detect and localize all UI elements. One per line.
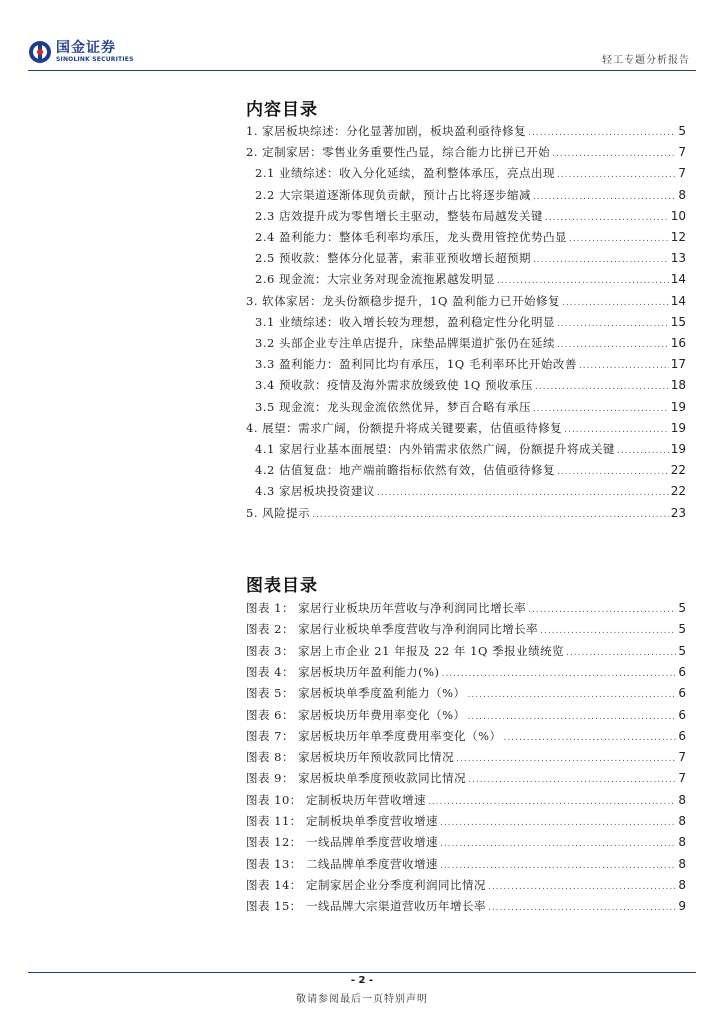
toc-entry[interactable] (255, 441, 686, 457)
toc-entry[interactable] (246, 898, 686, 914)
toc-entry-page: 8 (678, 814, 686, 828)
toc-entry[interactable] (246, 685, 686, 701)
toc-entry[interactable] (246, 144, 686, 160)
toc-entry-page: 8 (678, 856, 686, 871)
toc-entry-page: 23 (670, 505, 686, 520)
toc-entry-page: 8 (678, 835, 686, 850)
toc-leader-dots (528, 128, 676, 138)
toc-entry[interactable] (246, 505, 686, 521)
toc-entry-label: 图表 3： 家居上市企业 21 年报及 22 年 1Q 季报业绩统览 (246, 643, 565, 658)
brand-logo (28, 40, 134, 64)
toc-entry[interactable] (246, 643, 686, 659)
toc-entry-label: 5. 风险提示 (246, 505, 311, 520)
toc-entry-page: 5 (678, 643, 686, 658)
toc-entry-label: 1. 家居板块综述：分化显著加剧，板块盈利亟待修复 (246, 124, 527, 138)
toc-entry[interactable] (246, 600, 686, 616)
toc-entry-label: 3. 软体家居：龙头份额稳步提升，1Q 盈利能力已开始修复 (246, 293, 561, 308)
toc-entry-page: 9 (678, 899, 686, 914)
toc-entry-page: 15 (670, 314, 686, 329)
toc-entry[interactable] (246, 420, 686, 436)
toc-entry[interactable] (246, 792, 686, 808)
toc-entry-label: 图表 15： 一线品牌大宗渠道营收历年增长率 (246, 899, 486, 914)
toc-entry[interactable] (255, 399, 686, 415)
brand-name-cn: 国金证券 (56, 39, 116, 56)
disclaimer: 敬请参阅最后一页特别声明 (296, 994, 428, 1005)
toc-entry-page: 14 (670, 272, 686, 287)
toc-leader-dots (557, 170, 676, 180)
toc-leader-dots (557, 340, 669, 350)
toc-entry[interactable] (255, 250, 686, 266)
toc-entry[interactable] (246, 770, 686, 786)
toc-leader-dots (488, 903, 676, 913)
toc-entry-label: 2.1 业绩综述：收入分化延续，盈利整体承压，亮点出现 (255, 166, 555, 181)
sinolink-logo-icon (28, 40, 52, 64)
toc-entry-label: 3.2 头部企业专注单店提升，床垫品牌渠道扩张仍在延续 (255, 336, 555, 350)
toc-leader-dots (468, 712, 677, 722)
toc-entry-page: 17 (670, 357, 686, 372)
toc-entry-label: 3.4 预收款：疫情及海外需求放缓致使 1Q 预收承压 (255, 378, 533, 393)
toc-entry-page: 6 (678, 686, 686, 701)
toc-entry-label: 图表 8： 家居板块历年预收款同比情况 (246, 750, 455, 765)
toc-entry[interactable] (246, 664, 686, 680)
toc-entry[interactable] (246, 293, 686, 309)
toc-entry[interactable] (255, 356, 686, 372)
toc-entry[interactable] (246, 621, 686, 637)
toc-leader-dots (540, 626, 676, 636)
toc-entry[interactable] (255, 314, 686, 330)
toc-entry-page: 13 (670, 251, 686, 266)
toc-leader-dots (468, 690, 677, 700)
toc-entry-page: 7 (678, 166, 686, 181)
page-header (0, 0, 724, 80)
toc-entry-page: 18 (670, 378, 686, 393)
toc-entry-page: 22 (670, 484, 686, 499)
toc-entry-label: 图表 7： 家居板块历年单季度费用率变化（%） (246, 728, 502, 743)
toc-entry[interactable] (255, 462, 686, 478)
toc-leader-dots (528, 605, 676, 615)
toc-entry[interactable] (255, 229, 686, 245)
toc-leader-dots (562, 298, 669, 308)
toc-leader-dots (468, 775, 676, 785)
toc-leader-dots (579, 361, 669, 371)
toc-leader-dots (533, 255, 669, 265)
toc-entry[interactable] (246, 707, 686, 723)
toc-entry-label: 图表 10： 定制板块历年营收增速 (246, 792, 426, 807)
toc-entry-label: 图表 1： 家居行业板块历年营收与净利润同比增长率 (246, 601, 527, 615)
toc-entry-label: 图表 12： 一线品牌单季度营收增速 (246, 835, 438, 850)
toc-leader-dots (428, 797, 676, 807)
figures-title: 图表目录 (246, 576, 318, 596)
toc-leader-dots (440, 839, 676, 849)
toc-entry-label: 4. 展望：需求广阔，份额提升将成关键要素，估值亟待修复 (246, 420, 563, 435)
toc-entry-page: 5 (678, 601, 686, 615)
toc-entry-page: 10 (670, 208, 686, 223)
toc-entry-label: 图表 9： 家居板块单季度预收款同比情况 (246, 771, 467, 786)
toc-entry-label: 4.2 估值复盘：地产端前瞻指标依然有效，估值亟待修复 (255, 463, 555, 478)
toc-entry-page: 8 (678, 877, 686, 892)
toc-leader-dots (442, 669, 677, 679)
toc-entry[interactable] (246, 749, 686, 765)
report-type: 轻工专题分析报告 (602, 55, 690, 66)
toc-entry-label: 2.3 店效提升成为零售增长主驱动，整装布局越发关键 (255, 208, 543, 223)
toc-leader-dots (440, 861, 676, 871)
toc-entry-page: 22 (670, 463, 686, 478)
toc-entry-label: 3.5 现金流：龙头现金流依然优异，梦百合略有承压 (255, 399, 531, 414)
toc-leader-dots (312, 510, 669, 520)
toc-entry-label: 图表 5： 家居板块单季度盈利能力（%） (246, 686, 466, 701)
toc-leader-dots (557, 467, 669, 477)
brand-name-en: SINOLINK SECURITIES (56, 55, 134, 63)
toc-entry[interactable] (255, 187, 686, 203)
toc-entry-page: 7 (678, 750, 686, 765)
toc-entry-label: 图表 2： 家居行业板块单季度营收与净利润同比增长率 (246, 622, 539, 637)
contents-title: 内容目录 (246, 100, 318, 120)
toc-entry[interactable] (246, 877, 686, 893)
toc-leader-dots (552, 149, 676, 159)
header-divider (28, 70, 696, 71)
toc-entry-label: 3.3 盈利能力：盈利同比均有承压，1Q 毛利率环比开始改善 (255, 357, 577, 372)
toc-entry[interactable] (255, 271, 686, 287)
toc-entry-label: 图表 14： 定制家居企业分季度利润同比情况 (246, 877, 486, 892)
toc-entry-label: 3.1 业绩综述：收入增长较为理想，盈利稳定性分化明显 (255, 314, 555, 329)
toc-leader-dots (535, 382, 669, 392)
toc-leader-dots (566, 648, 676, 658)
toc-entry-label: 2.2 大宗渠道逐渐体现负贡献，预计占比将逐步缩减 (255, 187, 531, 202)
toc-entry-page: 5 (678, 124, 686, 138)
toc-entry-label: 2.4 盈利能力：整体毛利率均承压，龙头费用管控优势凸显 (255, 230, 567, 244)
toc-entry-label: 图表 13： 二线品牌单季度营收增速 (246, 856, 438, 871)
toc-entry[interactable] (246, 813, 686, 829)
toc-entry[interactable] (255, 377, 686, 393)
toc-leader-dots (497, 276, 669, 286)
toc-entry-page: 7 (678, 145, 686, 160)
toc-entry-page: 5 (678, 622, 686, 637)
page-number: - 2 - (350, 975, 374, 986)
toc-entry-page: 6 (678, 707, 686, 722)
toc-leader-dots (488, 882, 676, 892)
toc-entry-label: 4.3 家居板块投资建议 (255, 484, 375, 499)
toc-leader-dots (545, 213, 669, 223)
toc-leader-dots (440, 818, 676, 828)
toc-entry[interactable] (255, 165, 686, 181)
toc-leader-dots (533, 404, 669, 414)
toc-entry-page: 6 (678, 664, 686, 679)
toc-leader-dots (456, 754, 676, 764)
toc-leader-dots (617, 446, 669, 456)
footer-divider (28, 972, 696, 973)
toc-entry-page: 8 (678, 187, 686, 202)
toc-entry[interactable] (246, 834, 686, 850)
toc-entry[interactable] (246, 728, 686, 744)
toc-entry[interactable] (246, 856, 686, 872)
toc-leader-dots (557, 319, 669, 329)
toc-entry-label: 2. 定制家居：零售业务重要性凸显，综合能力比拼已开始 (246, 145, 551, 160)
toc-entry-label: 图表 6： 家居板块历年费用率变化（%） (246, 707, 466, 722)
toc-entry-page: 19 (670, 399, 686, 414)
toc-entry[interactable] (255, 335, 686, 351)
toc-entry-page: 19 (670, 420, 686, 435)
toc-leader-dots (504, 733, 677, 743)
toc-entry[interactable] (255, 208, 686, 224)
toc-entry-page: 16 (670, 336, 686, 350)
toc-entry-label: 2.5 预收款：整体分化显著，索菲亚预收增长超预期 (255, 251, 531, 266)
toc-leader-dots (377, 488, 669, 498)
toc-entry[interactable] (246, 123, 686, 139)
toc-leader-dots (569, 234, 669, 244)
toc-leader-dots (533, 192, 676, 202)
toc-leader-dots (564, 425, 669, 435)
toc-entry-page: 14 (670, 293, 686, 308)
toc-entry-page: 19 (670, 442, 686, 456)
toc-entry-page: 12 (670, 230, 686, 244)
toc-entry-label: 4.1 家居行业基本面展望：内外销需求依然广阔，份额提升将成关键 (255, 442, 615, 456)
toc-entry[interactable] (255, 483, 686, 499)
toc-entry-page: 6 (678, 728, 686, 743)
toc-entry-label: 2.6 现金流：大宗业务对现金流拖累越发明显 (255, 272, 495, 287)
toc-entry-label: 图表 11： 定制板块单季度营收增速 (246, 814, 438, 828)
toc-entry-label: 图表 4： 家居板块历年盈利能力(%) (246, 664, 440, 679)
toc-entry-page: 8 (678, 792, 686, 807)
toc-entry-page: 7 (678, 771, 686, 786)
